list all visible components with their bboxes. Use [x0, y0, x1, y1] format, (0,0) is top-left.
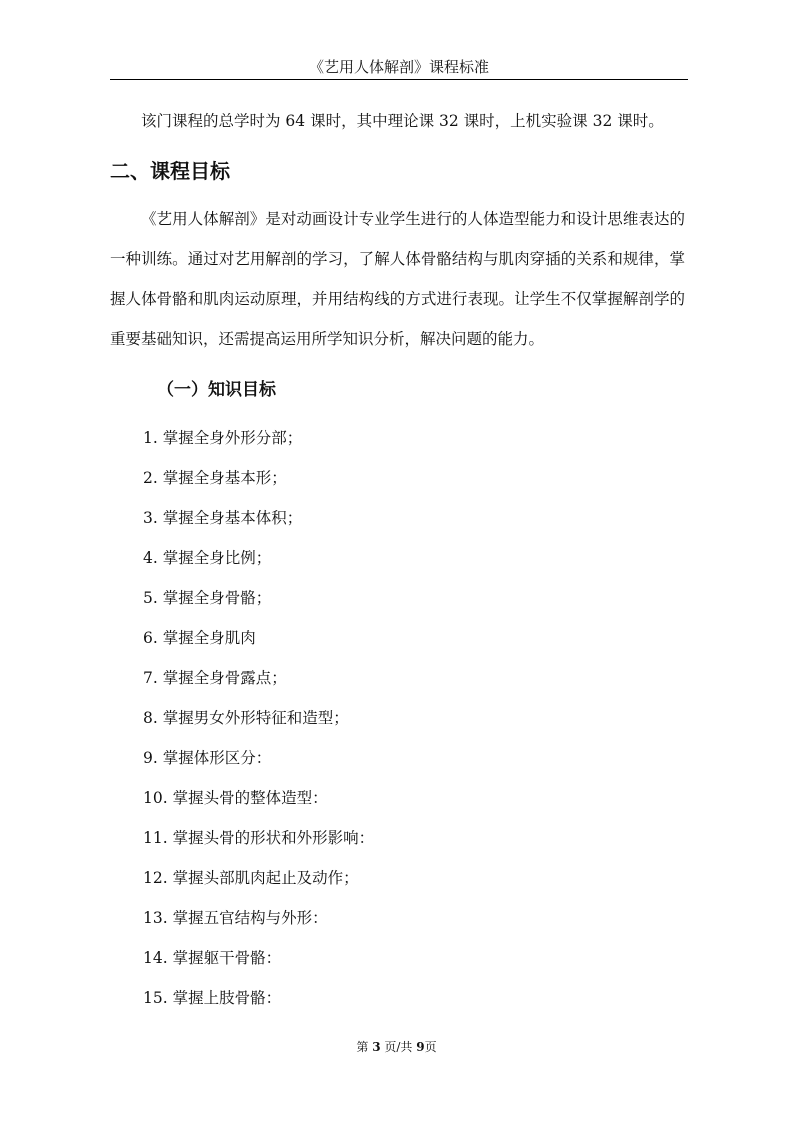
list-item: 3. 掌握全身基本体积； — [143, 509, 303, 527]
header-divider — [110, 79, 688, 80]
list-item: 11. 掌握头骨的形状和外形影响： — [143, 829, 375, 847]
list-item: 6. 掌握全身肌肉 — [143, 629, 256, 647]
footer-total-pages: 9 — [416, 1040, 425, 1054]
section-paragraph: 《艺用人体解剖》是对动画设计专业学生进行的人体造型能力和设计思维表达的一种训练。通过对艺用解剖的学习，了解人体骨骼结构与肌肉穿插的关系和规律，掌握人体骨骼和肌肉运动原理，并用结构线的方式进行表现。让学生不仅掌握解剖学的重要基础知识，还需提高运用所学知识分析，解决问题的能力。 — [110, 210, 685, 348]
list-item: 15. 掌握上肢骨骼： — [143, 989, 282, 1007]
list-item: 13. 掌握五官结构与外形： — [143, 909, 328, 927]
knowledge-goal-list — [143, 418, 374, 1018]
footer-middle: 页/共 — [380, 1040, 417, 1054]
list-item: 1. 掌握全身外形分部； — [143, 429, 303, 447]
list-item: 12. 掌握头部肌肉起止及动作； — [143, 869, 359, 887]
footer-page-number: 3 — [372, 1040, 381, 1054]
list-item: 10. 掌握头骨的整体造型： — [143, 789, 328, 807]
list-item: 9. 掌握体形区分： — [143, 749, 272, 767]
page-header-title: 《艺用人体解剖》课程标准 — [308, 58, 489, 76]
footer-prefix: 第 — [356, 1040, 373, 1054]
list-item: 14. 掌握躯干骨骼： — [143, 949, 282, 967]
list-item: 7. 掌握全身骨露点； — [143, 669, 287, 687]
list-item: 2. 掌握全身基本形； — [143, 469, 287, 487]
footer-suffix: 页 — [424, 1040, 437, 1054]
page-footer — [0, 1038, 793, 1056]
list-item: 5. 掌握全身骨骼； — [143, 589, 272, 607]
list-item: 4. 掌握全身比例； — [143, 549, 272, 567]
section-heading: 二、课程目标 — [110, 159, 230, 183]
intro-paragraph: 该门课程的总学时为 64 课时，其中理论课 32 课时，上机实验课 32 课时。 — [141, 112, 664, 130]
list-item: 8. 掌握男女外形特征和造型； — [143, 709, 349, 727]
subsection-heading: （一）知识目标 — [157, 380, 276, 400]
